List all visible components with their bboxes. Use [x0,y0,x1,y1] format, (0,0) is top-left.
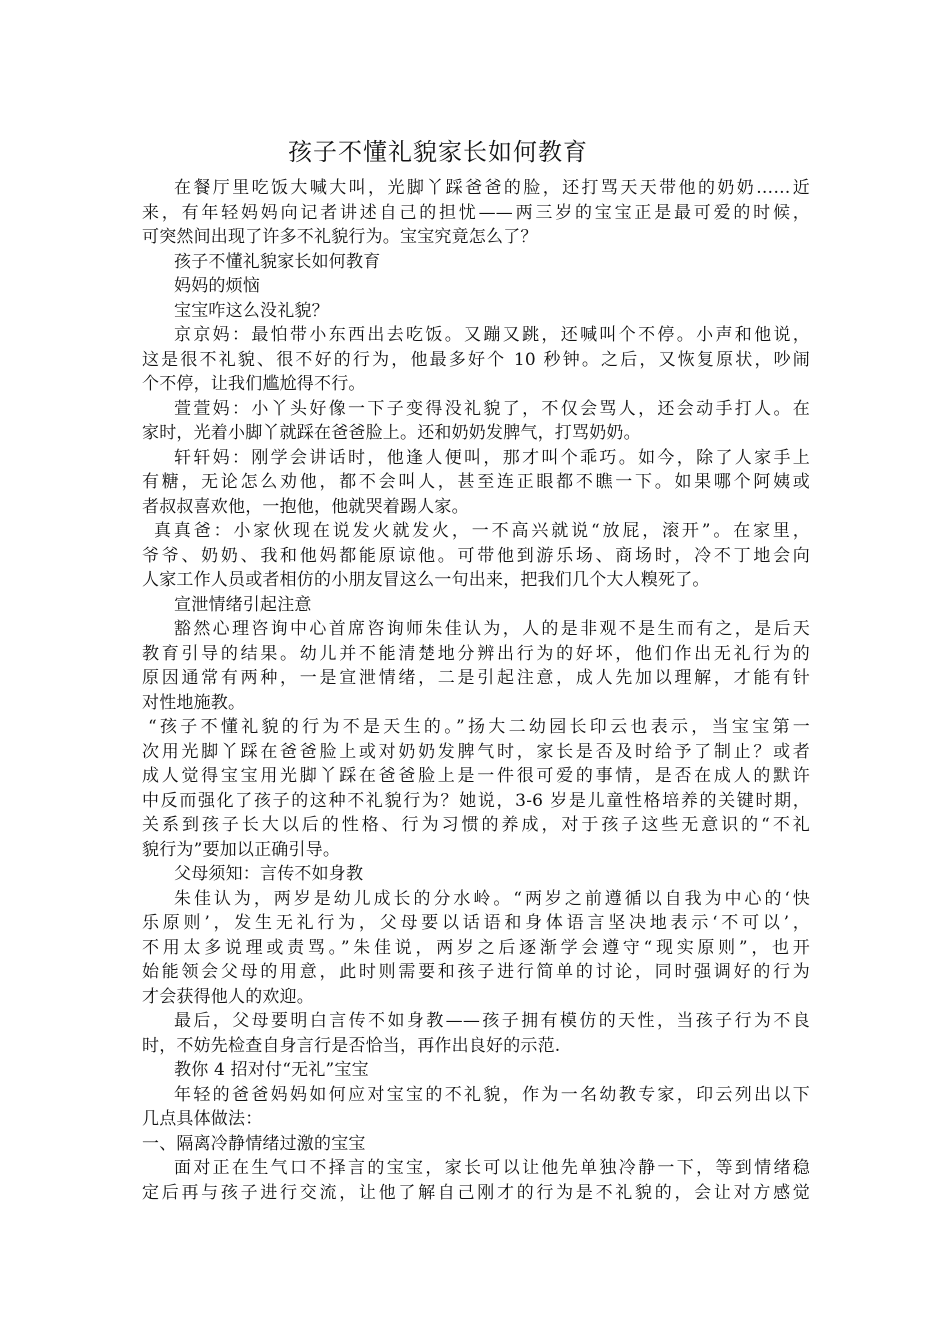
paragraph-line: 真真爸：小家伙现在说发火就发火，一不高兴就说“放屁，滚开”。在家里， [154,521,810,541]
paragraph-line: 有糖，无论怎么劝他，都不会叫人，甚至连正眼都不瞧一下。如果哪个阿姨或 [142,472,810,492]
paragraph-line: 朱佳认为，两岁是幼儿成长的分水岭。“两岁之前遵循以自我为中心的‘快 [174,888,810,909]
paragraph-line: 豁然心理咨询中心首席咨询师朱佳认为，人的是非观不是生而有之，是后天 [174,619,810,639]
paragraph-line: 原因通常有两种，一是宣泄情绪，二是引起注意，成人先加以理解，才能有针 [142,668,810,688]
subheading: 宣泄情绪引起注意 [174,594,312,615]
paragraph-line: 乐原则’，发生无礼行为，父母要以话语和身体语言坚决地表示‘不可以’， [142,913,810,933]
paragraph-line: “孩子不懂礼貌的行为不是天生的。”扬大二幼园长印云也表示，当宝宝第一 [148,717,810,737]
subheading: 孩子不懂礼貌家长如何教育 [174,251,381,272]
paragraph-line: 年轻的爸爸妈妈如何应对宝宝的不礼貌，作为一名幼教专家，印云列出以下 [174,1084,810,1105]
paragraph-line: 人家工作人员或者相仿的小朋友冒这么一句出来，把我们几个大人糗死了。 [142,570,710,590]
paragraph-line: 者叔叔喜欢他，一抱他，他就哭着踢人家。 [142,496,469,517]
paragraph-line: 次用光脚丫踩在爸爸脸上或对奶奶发脾气时，家长是否及时给予了制止？或者 [142,741,810,762]
paragraph-line: 家时，光着小脚丫就踩在爸爸脸上。还和奶奶发脾气，打骂奶奶。 [142,423,641,443]
paragraph-line: 面对正在生气口不择言的宝宝，家长可以让他先单独冷静一下，等到情绪稳 [174,1158,810,1178]
paragraph-line: 几点具体做法： [142,1109,263,1129]
paragraph-line: 京京妈：最怕带小东西出去吃饭。又蹦又跳，还喊叫个不停。小声和他说， [174,325,810,345]
paragraph-line: 萱萱妈：小丫头好像一下子变得没礼貌了，不仅会骂人，还会动手打人。在 [174,398,810,419]
subheading: 妈妈的烦恼 [174,276,260,296]
subheading: 教你 4 招对付“无礼”宝宝 [174,1060,369,1080]
paragraph-line: 成人觉得宝宝用光脚丫踩在爸爸脸上是一件很可爱的事情，是否在成人的默许 [142,766,810,786]
subheading: 一、隔离冷静情绪过激的宝宝 [142,1133,366,1154]
paragraph-line: 才会获得他人的欢迎。 [142,986,314,1007]
paragraph-line: 定后再与孩子进行交流，让他了解自己刚才的行为是不礼貌的，会让对方感觉 [142,1182,810,1203]
paragraph-line: 这是很不礼貌、很不好的行为，他最多好个 10 秒钟。之后，又恢复原状，吵闹 [142,349,810,370]
subheading: 宝宝咋这么没礼貌？ [174,300,329,321]
paragraph-line: 不用太多说理或责骂。”朱佳说，两岁之后逐渐学会遵守“现实原则”，也开 [142,937,810,958]
paragraph-line: 始能领会父母的用意，此时则需要和孩子进行简单的讨论，同时强调好的行为 [142,962,810,982]
document-title: 孩子不懂礼貌家长如何教育 [288,138,588,166]
paragraph-line: 时，不妨先检查自身言行是否恰当，再作出良好的示范. [142,1035,561,1056]
paragraph-line: 中反而强化了孩子的这种不礼貌行为？她说，3-6 岁是儿童性格培养的关键时期， [142,790,810,811]
paragraph-line: 貌行为”要加以正确引导。 [142,839,341,860]
paragraph-line: 轩轩妈：刚学会讲话时，他逢人便叫，那才叫个乖巧。如今，除了人家手上 [174,447,810,468]
paragraph-line: 教育引导的结果。幼儿并不能清楚地分辨出行为的好坏，他们作出无礼行为的 [142,643,810,664]
subheading: 父母须知：言传不如身教 [174,864,364,884]
paragraph-line: 可突然间出现了许多不礼貌行为。宝宝究竟怎么了？ [142,227,538,247]
paragraph-line: 对性地施教。 [142,692,246,713]
paragraph-line: 个不停，让我们尴尬得不行。 [142,374,366,394]
paragraph-line: 爷爷、奶奶、我和他妈都能原谅他。可带他到游乐场、商场时，冷不丁地会向 [142,545,810,566]
paragraph-line: 在餐厅里吃饭大喊大叫，光脚丫踩爸爸的脸，还打骂天天带他的奶奶……近 [174,178,810,198]
document-body [142,176,810,1205]
paragraph-line: 最后，父母要明白言传不如身教——孩子拥有模仿的天性，当孩子行为不良 [174,1011,810,1031]
paragraph-line: 来，有年轻妈妈向记者讲述自己的担忧——两三岁的宝宝正是最可爱的时候， [142,202,810,223]
paragraph-line: 关系到孩子长大以后的性格、行为习惯的养成，对于孩子这些无意识的“不礼 [142,815,810,835]
